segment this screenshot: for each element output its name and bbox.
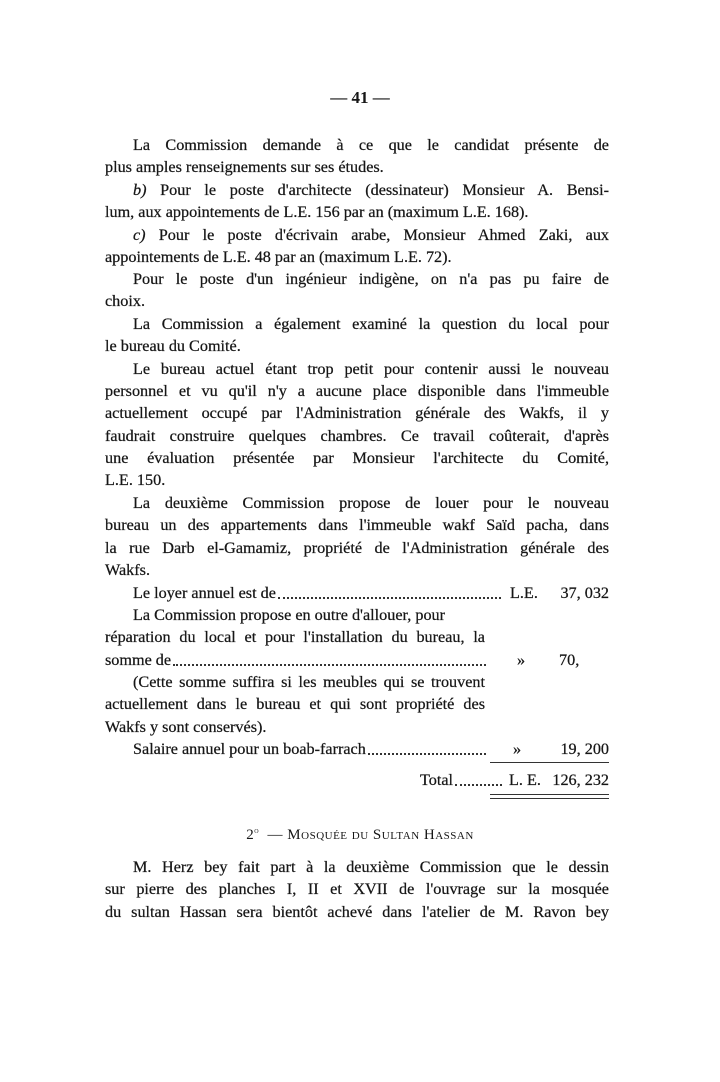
- ledger-amount: 126, 232: [552, 771, 609, 789]
- ledger-row-total: [420, 769, 506, 791]
- paragraph-line: faudrait construire quelques chambres. Ce travail coûterait, d'après: [105, 427, 609, 445]
- ledger-row-salaire: [133, 738, 490, 760]
- paragraph-line: plus amples renseignements sur ses études.: [105, 158, 384, 176]
- line-text: Pour le poste d'écrivain arabe, Monsieur Ahmed Zaki, aux: [158, 226, 610, 244]
- paragraph-line: Le bureau actuel étant trop petit pour contenir aussi le nouveau: [133, 360, 609, 378]
- sum-rule: [490, 762, 609, 763]
- dot-leader: [368, 753, 486, 755]
- double-rule-top: [490, 794, 609, 795]
- section-number: 2: [246, 827, 255, 843]
- paragraph-line: appointements de L.E. 48 par an (maximum L.E. 72).: [105, 248, 452, 266]
- paragraph-line: La Commission propose en outre d'allouer, pour: [133, 606, 446, 624]
- paragraph-line: réparation du local et pour l'installation du bureau, la: [105, 628, 485, 646]
- paragraph-line: Wakfs y sont conservés).: [105, 718, 267, 736]
- ledger-label: Salaire annuel pour un boab-farrach: [133, 740, 366, 758]
- ledger-unit: L.E.: [510, 584, 538, 602]
- ledger-row-loyer: [133, 582, 505, 604]
- paragraph-line: L.E. 150.: [105, 471, 166, 489]
- ledger-label: Total: [420, 771, 454, 789]
- paragraph-line: bureau un des appartements dans l'immeuble wakf Saïd pacha, dans: [105, 516, 609, 534]
- item-label: c): [133, 226, 146, 244]
- paragraph-line: sur pierre des planches I, II et XVII de l'ouvrage sur la mosquée: [105, 880, 609, 898]
- paragraph-line: La Commission a également examiné la question du local pour: [133, 315, 609, 333]
- ledger-unit: L. E.: [509, 771, 541, 789]
- ledger-label: Le loyer annuel est de: [133, 584, 276, 602]
- ledger-amount: 37, 032: [560, 584, 609, 602]
- dot-leader: [173, 664, 486, 666]
- paragraph-line: lum, aux appointements de L.E. 156 par an (maximum L.E. 168).: [105, 203, 529, 221]
- section-heading: [0, 819, 720, 846]
- ledger-amount: 70,: [559, 651, 580, 669]
- ledger-amount: 19, 200: [560, 740, 609, 758]
- paragraph-line: Wakfs.: [105, 561, 150, 579]
- ledger-unit: »: [513, 740, 522, 758]
- paragraph-line: actuellement occupé par l'Administration générale des Wakfs, il y: [105, 404, 609, 422]
- paragraph-line: du sultan Hassan sera bientôt achevé dans l'atelier de M. Ravon bey: [105, 903, 609, 921]
- paragraph-line: Pour le poste d'un ingénieur indigène, on n'a pas pu faire de: [133, 270, 609, 288]
- paragraph-line: choix.: [105, 292, 146, 310]
- paragraph-line: le bureau du Comité.: [105, 337, 241, 355]
- paragraph-line: une évaluation présentée par Monsieur l'architecte du Comité,: [105, 449, 609, 467]
- paragraph-line: [133, 224, 609, 246]
- double-rule-bottom: [490, 798, 609, 799]
- paragraph-line: (Cette somme suffira si les meubles qui se trouvent: [133, 673, 485, 691]
- ledger-unit: »: [517, 651, 526, 669]
- degree-mark: o: [254, 825, 260, 835]
- item-label: b): [133, 181, 147, 199]
- dot-leader: [455, 784, 502, 786]
- paragraph-line: La deuxième Commission propose de louer pour le nouveau: [133, 494, 609, 512]
- dot-leader: [278, 597, 501, 599]
- paragraph-line: la rue Darb el-Gamamiz, propriété de l'Administration générale des: [105, 539, 609, 557]
- paragraph-line: [133, 179, 609, 201]
- paragraph-line: M. Herz bey fait part à la deuxième Commission que le dessin: [133, 858, 609, 876]
- line-text: Pour le poste d'architecte (dessinateur) Monsieur A. Bensi-: [160, 181, 609, 199]
- ledger-row-reparation: [105, 649, 490, 671]
- paragraph-line: actuellement dans le bureau et qui sont propriété des: [105, 695, 485, 713]
- paragraph-line: personnel et vu qu'il n'y a aucune place disponible dans l'immeuble: [105, 382, 609, 400]
- section-title: — Mosquée du Sultan Hassan: [267, 827, 474, 843]
- page-number: — 41 —: [330, 88, 390, 107]
- paragraph-line: La Commission demande à ce que le candidat présente de: [133, 136, 609, 154]
- ledger-label: somme de: [105, 651, 172, 669]
